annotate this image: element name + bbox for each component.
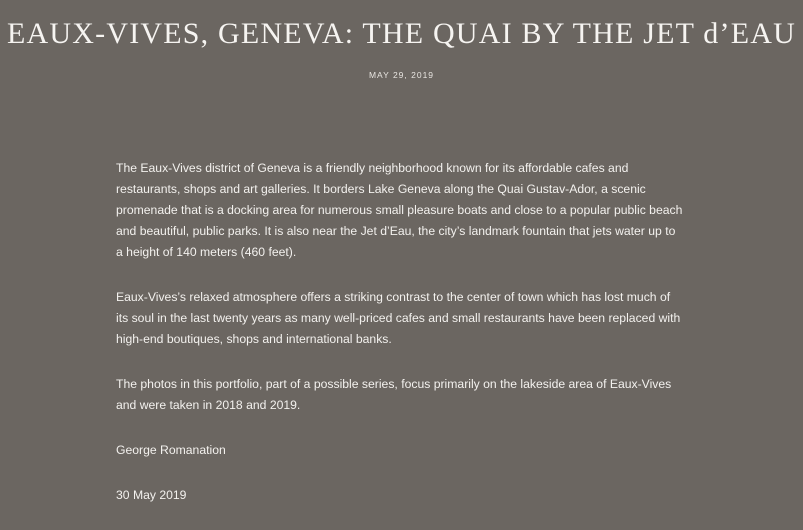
author-signature: George Romanation [116, 443, 226, 457]
body-paragraph-portfolio: The photos in this portfolio, part of a possible series, focus primarily on the lakeside area of Eaux-Vives and were taken in 2018 and 2019. [116, 377, 672, 412]
post-title: EAUX-VIVES, GENEVA: THE QUAI BY THE JET d’EAU [7, 17, 796, 50]
post-date: MAY 29, 2019 [368, 70, 435, 80]
body-paragraph-intro: The Eaux-Vives district of Geneva is a friendly neighborhood known for its affordable cafes and restaurants, shops and art galleries. It borders Lake Geneva along the Quai Gustav-Ador, a scenic promenade that is a docking area for numerous small pleasure boats and close to a popular public beach and beautiful, public parks. It is also near the Jet d’Eau, the city’s landmark fountain that jets water up to a height of 140 meters (460 feet). [116, 161, 683, 259]
post-body [116, 158, 684, 530]
body-paragraph-atmosphere: Eaux-Vives’s relaxed atmosphere offers a striking contrast to the center of town which has lost much of its soul in the last twenty years as many well-priced cafes and small restaurants have been replaced with high-end boutiques, shops and international banks. [116, 290, 681, 346]
signature-date: 30 May 2019 [116, 488, 187, 502]
